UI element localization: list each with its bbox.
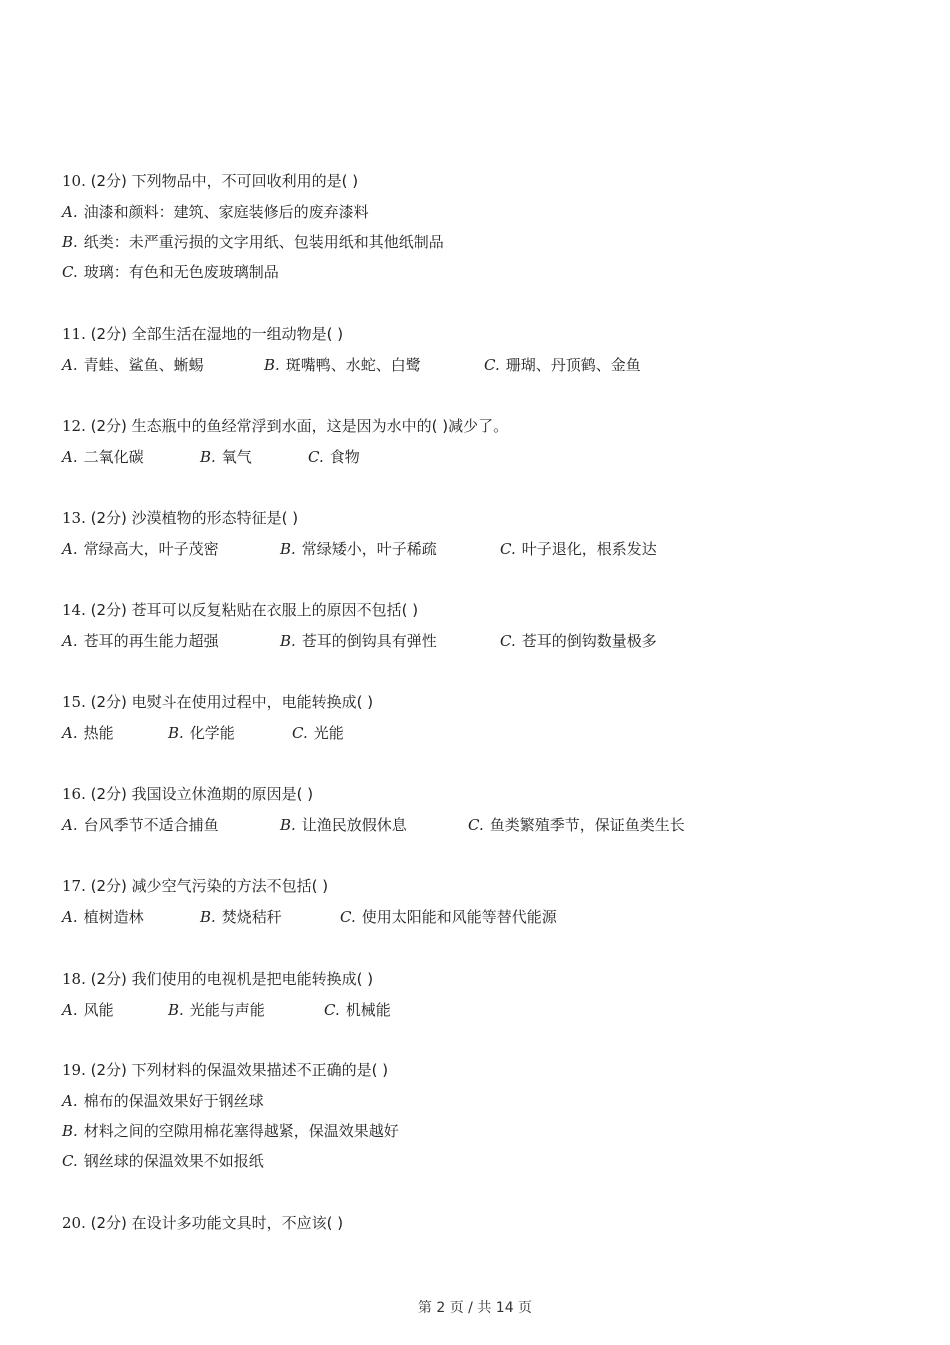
option-letter: B. [62, 1122, 78, 1140]
question-score: (2分) [90, 509, 127, 527]
option-text: 焚烧秸秆 [221, 908, 282, 926]
options-row [62, 539, 902, 559]
question-number: 12. [62, 417, 86, 435]
option-b [280, 631, 500, 651]
question-number: 16. [62, 785, 86, 803]
question-score: (2分) [90, 601, 127, 619]
option-letter: B. [62, 233, 78, 251]
option-c [62, 262, 902, 282]
option-b [280, 539, 500, 559]
option-text: 植树造林 [83, 908, 144, 926]
options-row [62, 815, 902, 835]
option-letter: A. [62, 1092, 78, 1110]
option-letter: B. [280, 540, 296, 558]
options-row [62, 355, 902, 375]
question-title [62, 692, 902, 712]
option-b [200, 447, 308, 467]
question-title [62, 876, 902, 896]
option-letter: C. [324, 1001, 340, 1019]
page-footer: 第 2 页 / 共 14 页 [417, 1300, 533, 1316]
option-letter: B. [280, 816, 296, 834]
question-title [62, 508, 902, 528]
option-text: 材料之间的空隙用棉花塞得越紧，保温效果越好 [83, 1122, 399, 1140]
question-number: 20. [62, 1214, 86, 1232]
question-stem: 在设计多功能文具时，不应该( ) [131, 1214, 344, 1232]
option-text: 青蛙、鲨鱼、蜥蜴 [83, 356, 204, 374]
option-letter: A. [62, 203, 78, 221]
option-a [62, 355, 264, 375]
question-title [62, 416, 902, 436]
option-b [168, 723, 292, 743]
question-title [62, 969, 902, 989]
option-letter: B. [200, 908, 216, 926]
question-title [62, 784, 902, 804]
option-a [62, 815, 280, 835]
question-20 [62, 1213, 902, 1244]
option-c [500, 539, 657, 559]
option-b [280, 815, 468, 835]
option-letter: A. [62, 1001, 78, 1019]
question-11 [62, 324, 902, 375]
option-b [200, 907, 340, 927]
option-text: 台风季节不适合捕鱼 [83, 816, 219, 834]
options-row [62, 907, 902, 927]
option-c [308, 447, 360, 467]
option-text: 油漆和颜料：建筑、家庭装修后的废弃漆料 [83, 203, 369, 221]
option-letter: A. [62, 448, 78, 466]
option-letter: A. [62, 632, 78, 650]
question-number: 11. [62, 325, 86, 343]
question-score: (2分) [90, 785, 127, 803]
question-stem: 我国设立休渔期的原因是( ) [131, 785, 314, 803]
question-stem: 生态瓶中的鱼经常浮到水面，这是因为水中的( )减少了。 [131, 417, 509, 435]
option-text: 棉布的保温效果好于钢丝球 [83, 1092, 264, 1110]
question-title [62, 1060, 902, 1080]
question-number: 10. [62, 172, 86, 190]
question-score: (2分) [90, 1061, 127, 1079]
question-score: (2分) [90, 417, 127, 435]
option-b [168, 1000, 324, 1020]
option-text: 氧气 [221, 448, 252, 466]
option-letter: B. [168, 724, 184, 742]
question-score: (2分) [90, 1214, 127, 1232]
option-text: 纸类：未严重污损的文字用纸、包装用纸和其他纸制品 [83, 233, 444, 251]
question-10 [62, 171, 902, 292]
question-stem: 苍耳可以反复粘贴在衣服上的原因不包括( ) [131, 601, 419, 619]
question-number: 13. [62, 509, 86, 527]
question-score: (2分) [90, 693, 127, 711]
option-text: 风能 [83, 1001, 114, 1019]
option-a [62, 539, 280, 559]
options-row [62, 447, 902, 467]
option-letter: C. [62, 263, 78, 281]
question-12 [62, 416, 902, 467]
question-stem: 下列材料的保温效果描述不正确的是( ) [131, 1061, 389, 1079]
option-text: 机械能 [345, 1001, 391, 1019]
question-15 [62, 692, 902, 743]
option-a [62, 1000, 168, 1020]
option-b [62, 1121, 902, 1141]
option-c [62, 1151, 902, 1171]
option-text: 苍耳的再生能力超强 [83, 632, 219, 650]
question-number: 17. [62, 877, 86, 895]
option-letter: C. [484, 356, 500, 374]
option-b [264, 355, 484, 375]
option-c [340, 907, 557, 927]
question-score: (2分) [90, 877, 127, 895]
question-title [62, 600, 902, 620]
question-title [62, 324, 902, 344]
option-letter: B. [168, 1001, 184, 1019]
question-score: (2分) [90, 970, 127, 988]
option-c [500, 631, 657, 651]
question-stem: 电熨斗在使用过程中，电能转换成( ) [131, 693, 374, 711]
option-text: 苍耳的倒钩具有弹性 [301, 632, 437, 650]
question-number: 14. [62, 601, 86, 619]
option-c [292, 723, 344, 743]
option-a [62, 631, 280, 651]
option-letter: A. [62, 356, 78, 374]
option-letter: A. [62, 724, 78, 742]
option-letter: B. [264, 356, 280, 374]
options-row [62, 723, 902, 743]
option-text: 让渔民放假休息 [301, 816, 407, 834]
option-text: 常绿高大，叶子茂密 [83, 540, 219, 558]
option-letter: A. [62, 816, 78, 834]
question-stem: 下列物品中，不可回收利用的是( ) [131, 172, 359, 190]
option-letter: C. [340, 908, 356, 926]
option-letter: C. [500, 632, 516, 650]
option-letter: C. [62, 1152, 78, 1170]
option-text: 斑嘴鸭、水蛇、白鹭 [285, 356, 421, 374]
option-text: 热能 [83, 724, 114, 742]
option-text: 钢丝球的保温效果不如报纸 [83, 1152, 264, 1170]
option-text: 光能与声能 [189, 1001, 265, 1019]
option-text: 鱼类繁殖季节，保证鱼类生长 [489, 816, 685, 834]
option-c [324, 1000, 391, 1020]
question-number: 15. [62, 693, 86, 711]
option-text: 叶子退化，根系发达 [521, 540, 657, 558]
option-letter: A. [62, 908, 78, 926]
question-stem: 减少空气污染的方法不包括( ) [131, 877, 329, 895]
option-a [62, 447, 200, 467]
options-row [62, 1000, 902, 1020]
option-text: 食物 [329, 448, 360, 466]
option-letter: C. [308, 448, 324, 466]
question-title [62, 171, 902, 191]
question-stem: 沙漠植物的形态特征是( ) [131, 509, 299, 527]
question-number: 19. [62, 1061, 86, 1079]
question-score: (2分) [90, 325, 127, 343]
question-14 [62, 600, 902, 651]
option-text: 珊瑚、丹顶鹤、金鱼 [505, 356, 641, 374]
question-17 [62, 876, 902, 927]
option-a [62, 907, 200, 927]
option-text: 玻璃：有色和无色废玻璃制品 [83, 263, 279, 281]
option-text: 光能 [313, 724, 344, 742]
option-letter: B. [280, 632, 296, 650]
question-title [62, 1213, 902, 1233]
option-a [62, 723, 168, 743]
option-text: 常绿矮小，叶子稀疏 [301, 540, 437, 558]
options-row [62, 631, 902, 651]
option-c [484, 355, 641, 375]
question-18 [62, 969, 902, 1020]
question-score: (2分) [90, 172, 127, 190]
option-text: 苍耳的倒钩数量极多 [521, 632, 657, 650]
question-stem: 全部生活在湿地的一组动物是( ) [131, 325, 344, 343]
option-letter: B. [200, 448, 216, 466]
option-a [62, 1091, 902, 1111]
question-number: 18. [62, 970, 86, 988]
option-c [468, 815, 685, 835]
option-letter: A. [62, 540, 78, 558]
option-letter: C. [468, 816, 484, 834]
question-stem: 我们使用的电视机是把电能转换成( ) [131, 970, 374, 988]
option-a [62, 202, 902, 222]
question-19 [62, 1060, 902, 1181]
question-16 [62, 784, 902, 835]
option-letter: C. [292, 724, 308, 742]
option-letter: C. [500, 540, 516, 558]
option-text: 化学能 [189, 724, 235, 742]
question-13 [62, 508, 902, 559]
option-text: 使用太阳能和风能等替代能源 [361, 908, 557, 926]
option-b [62, 232, 902, 252]
option-text: 二氧化碳 [83, 448, 144, 466]
